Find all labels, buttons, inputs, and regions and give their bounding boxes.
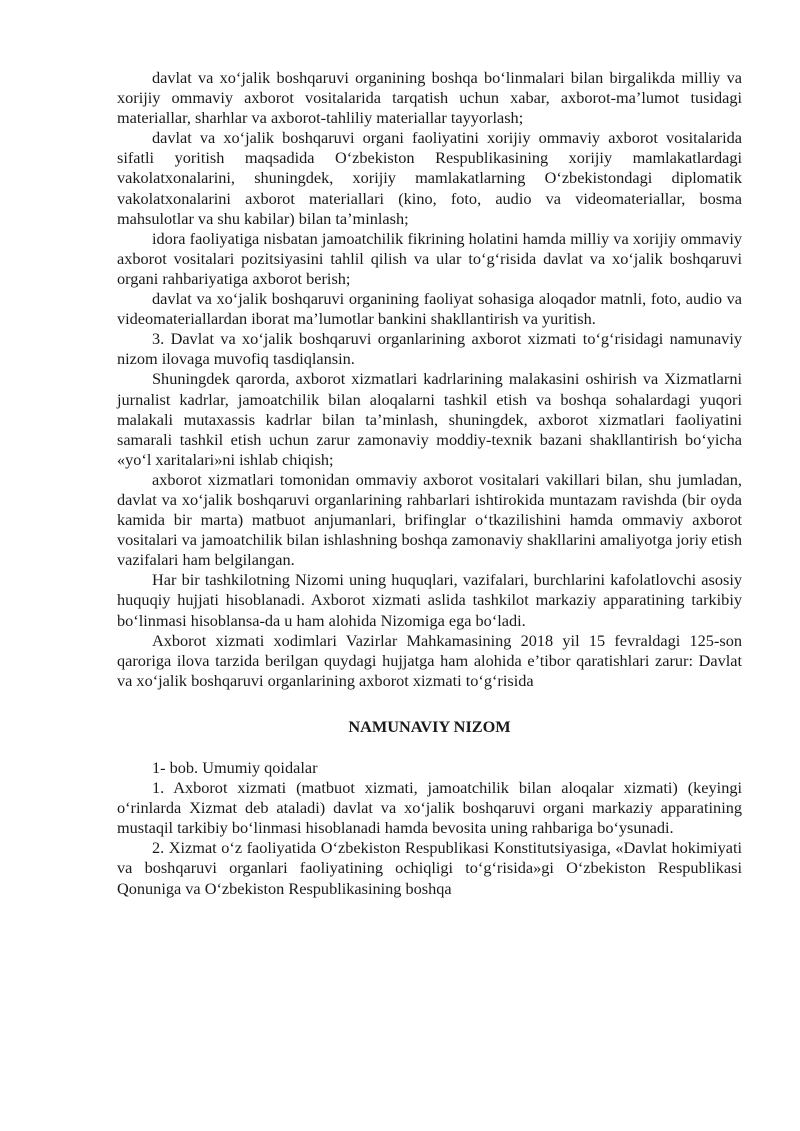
paragraph-foreign-representations: davlat va xo‘jalik boshqaruvi organi faoliyatini xorijiy ommaviy axborot vositalarida sifatli yoritish maqsadida O‘zbekiston Respublikasining xorijiy mamlakatlardagi vakolatxonalarini, shuningdek, xorijiy mamlakatlarning O‘zbekistondagi diplomatik vakolatxonalarini axborot materiallari (kino, foto, audio va videomateriallar, bosma mahsulotlar va shu kabilar) bilan ta’minlash; (117, 128, 742, 228)
paragraph-media-materials: davlat va xo‘jalik boshqaruvi organining boshqa bo‘linmalari bilan birgalikda milliy va xorijiy ommaviy axborot vositalarida tarqatish uchun xabar, axborot-ma’lumot tusidagi materiallar, sharhlar va axborot-tahliliy materiallar tayyorlash; (117, 68, 742, 128)
document-page (117, 68, 742, 899)
paragraph-staff-training: Shuningdek qarorda, axborot xizmatlari kadrlarining malakasini oshirish va Xizmatlarni jurnalist kadrlar, jamoatchilik bilan aloqalarni tashkil etish va boshqa sohalardagi yuqori malakali mutaxassis kadrlar bilan ta’minlash, shuningdek, axborot xizmatlari faoliyatini samarali tashkil etish uchun zarur zamonaviy moddiy-texnik bazani shakllantirish bo‘yicha «yo‘l xaritalari»ni ishlab chiqish; (117, 369, 742, 469)
paragraph-organization-charter: Har bir tashkilotning Nizomi uning huquqlari, vazifalari, burchlarini kafolatlovchi asosiy huquqiy hujjati hisoblanadi. Axborot xizmati aslida tashkilot markaziy apparatining tarkibiy bo‘linmasi hisoblansa-da u ham alohida Nizomiga ega bo‘ladi. (117, 570, 742, 630)
paragraph-press-conferences: axborot xizmatlari tomonidan ommaviy axborot vositalari vakillari bilan, shu jumladan, davlat va xo‘jalik boshqaruvi organlarining rahbarlari ishtirokida muntazam ravishda (bir oyda kamida bir marta) matbuot anjumanlari, brifinglar o‘tkazilishini hamda ommaviy axborot vositalari va jamoatchilik bilan ishlashning boshqa zamonaviy shakllarini amaliyotga joriy etish vazifalari ham belgilangan. (117, 469, 742, 570)
paragraph-data-bank: davlat va xo‘jalik boshqaruvi organining faoliyat sohasiga aloqador matnli, foto, audio va videomateriallardan iborat ma’lumotlar bankini shakllantirish va yuritish. (117, 289, 742, 329)
paragraph-cabinet-resolution: Axborot xizmati xodimlari Vazirlar Mahkamasining 2018 yil 15 fevraldagi 125-son qaroriga ilova tarzida berilgan quydagi hujjatga ham alohida e’tibor qaratishlari zarur: Davlat va xo‘jalik boshqaruvi organlarining axborot xizmati to‘g‘risida (117, 630, 742, 690)
paragraph-item-3: 3. Davlat va xo‘jalik boshqaruvi organlarining axborot xizmati to‘g‘risidagi namunaviy nizom ilovaga muvofiq tasdiqlansin. (117, 329, 742, 369)
paragraph-clause-1: 1. Axborot xizmati (matbuot xizmati, jamoatchilik bilan aloqalar xizmati) (keyingi o‘rinlarda Xizmat deb ataladi) davlat va xo‘jalik boshqaruvi organi markaziy apparatining mustaqil tarkibiy bo‘linmasi hisoblanadi hamda bevosita uning rahbariga bo‘ysunadi. (117, 778, 742, 838)
chapter-title: 1- bob. Umumiy qoidalar (152, 758, 318, 777)
section-heading: NAMUNAVIY NIZOM (348, 716, 511, 736)
paragraph-public-opinion: idora faoliyatiga nisbatan jamoatchilik fikrining holatini hamda milliy va xorijiy ommaviy axborot vositalari pozitsiyasini tahlil qilish va ular to‘g‘risida davlat va xo‘jalik boshqaruvi organi rahbariyatiga axborot berish; (117, 228, 742, 288)
paragraph-clause-2: 2. Xizmat o‘z faoliyatida O‘zbekiston Respublikasi Konstitutsiyasiga, «Davlat hokimiyati va boshqaruvi organlari faoliyatining ochiqligi to‘g‘risida»gi O‘zbekiston Respublikasi Qonuniga va O‘zbekiston Respublikasining boshqa (117, 838, 742, 898)
